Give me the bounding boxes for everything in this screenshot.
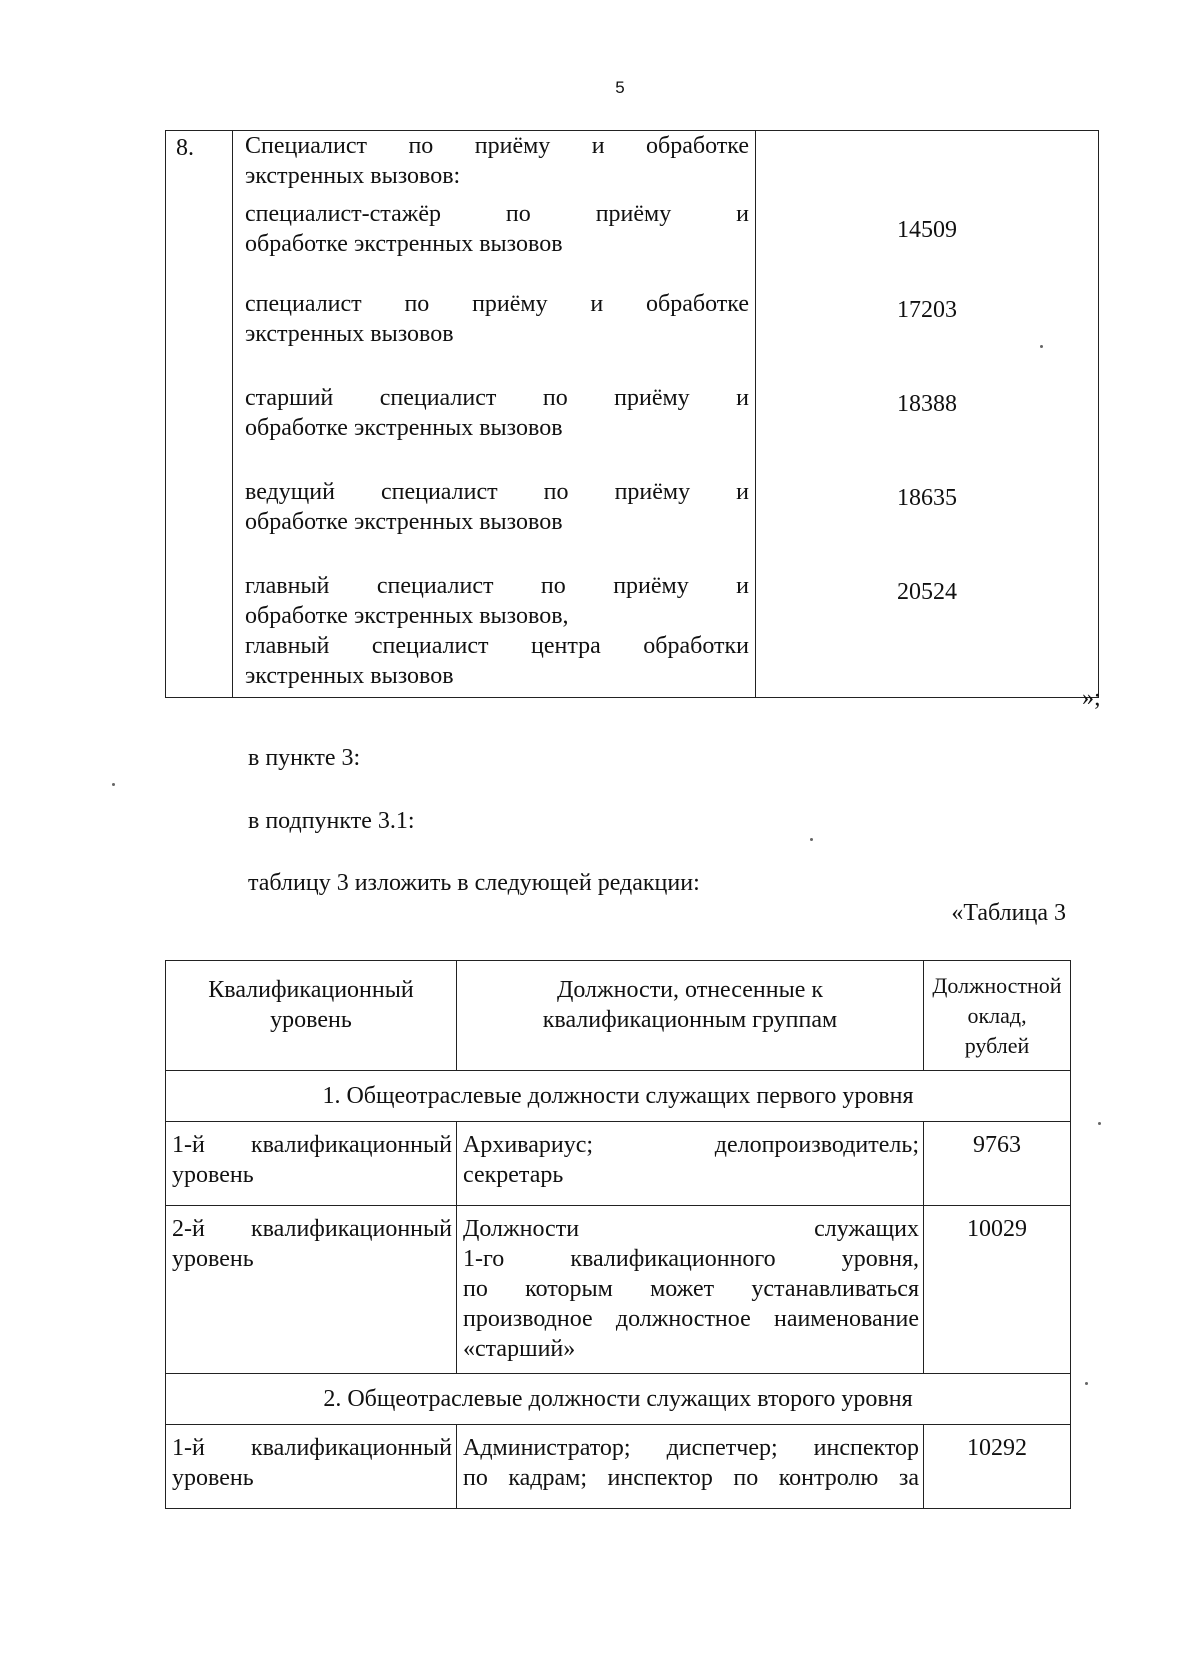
position-names-cell bbox=[233, 131, 756, 698]
salary-value: 14509 bbox=[897, 217, 957, 243]
paragraph-instruction: таблицу 3 изложить в следующей редакции: bbox=[248, 870, 700, 896]
salary-value: 17203 bbox=[897, 297, 957, 323]
list-item: старший специалист по приёму и обработке экстренных вызовов bbox=[245, 385, 749, 441]
header-positions: Должности, отнесенные к квалификационным группам bbox=[457, 961, 924, 1071]
qualification-level-cell: 1-й квалификационный уровень bbox=[166, 1122, 457, 1206]
scan-speck bbox=[112, 783, 115, 786]
list-item: специалист-стажёр по приёму и обработке экстренных вызовов bbox=[245, 201, 749, 257]
group-title: 2. Общеотраслевые должности служащих второго уровня bbox=[166, 1374, 1071, 1425]
qualification-level-cell: 1-й квалификационный уровень bbox=[166, 1425, 457, 1509]
scan-speck bbox=[1098, 1122, 1101, 1125]
positions-cell: Архивариус; делопроизводитель; секретарь bbox=[457, 1122, 924, 1206]
group-header: Специалист по приёму и обработке экстренных вызовов: bbox=[245, 133, 749, 189]
salary-value: 18388 bbox=[897, 391, 957, 417]
closing-quote: »; bbox=[1082, 685, 1101, 711]
list-item: ведущий специалист по приёму и обработке экстренных вызовов bbox=[245, 479, 749, 535]
paragraph-point: в пункте 3: bbox=[248, 745, 361, 771]
positions-cell: Должности служащих 1-го квалификационного уровня, по которым может устанавливаться производное должностное наименование «старший» bbox=[457, 1206, 924, 1374]
list-item: главный специалист по приёму и обработке экстренных вызовов, главный специалист центра обработки экстренных вызовов bbox=[245, 573, 749, 689]
salary-value: 10292 bbox=[924, 1425, 1071, 1509]
salary-value: 18635 bbox=[897, 485, 957, 511]
scan-speck bbox=[810, 838, 813, 841]
header-qualification-level: Квалификационный уровень bbox=[166, 961, 457, 1071]
row-number: 8. bbox=[166, 131, 233, 698]
table-row bbox=[166, 1122, 1071, 1206]
table-row bbox=[166, 1206, 1071, 1374]
paragraph-subpoint: в подпункте 3.1: bbox=[248, 808, 415, 834]
salary-table-continuation bbox=[165, 130, 1099, 698]
table-caption: «Таблица 3 bbox=[951, 900, 1066, 926]
list-item: специалист по приёму и обработке экстренных вызовов bbox=[245, 291, 749, 347]
salary-table-3 bbox=[165, 960, 1071, 1509]
salary-value: 10029 bbox=[924, 1206, 1071, 1374]
salary-value: 20524 bbox=[897, 579, 957, 605]
scan-speck bbox=[1040, 345, 1043, 348]
positions-cell: Администратор; диспетчер; инспектор по кадрам; инспектор по контролю за bbox=[457, 1425, 924, 1509]
page-number: 5 bbox=[615, 78, 625, 97]
table-row bbox=[166, 1425, 1071, 1509]
salary-value: 9763 bbox=[924, 1122, 1071, 1206]
scan-speck bbox=[1085, 1382, 1088, 1385]
salary-cell bbox=[756, 131, 1099, 698]
group-row bbox=[166, 1374, 1071, 1425]
group-title: 1. Общеотраслевые должности служащих первого уровня bbox=[166, 1071, 1071, 1122]
header-salary: Должностной оклад, рублей bbox=[924, 961, 1071, 1071]
table-header-row bbox=[166, 961, 1071, 1071]
qualification-level-cell: 2-й квалификационный уровень bbox=[166, 1206, 457, 1374]
group-row bbox=[166, 1071, 1071, 1122]
table-row bbox=[166, 131, 1099, 698]
